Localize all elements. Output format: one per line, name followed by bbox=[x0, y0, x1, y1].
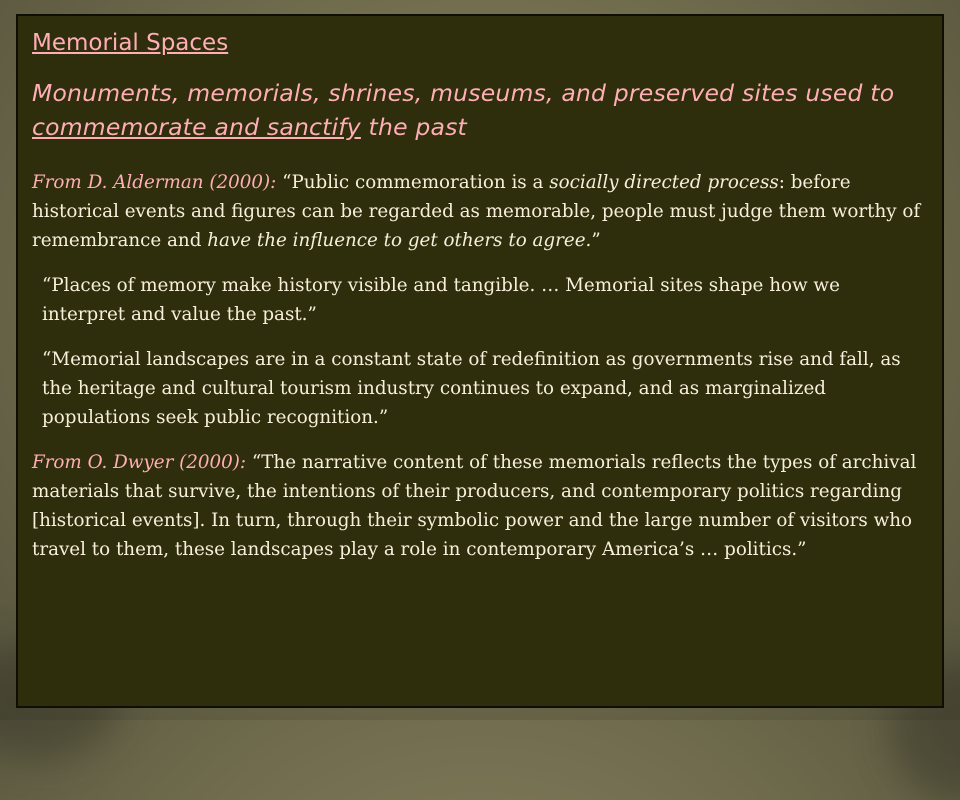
quote-text: : before historical events and figures can be regarded as memorable, people must judge them worthy of remembrance and bbox=[32, 171, 921, 251]
quote-text: ” bbox=[591, 229, 601, 251]
slide-title: Memorial Spaces bbox=[32, 30, 229, 56]
memorial-landscapes-quote: “Memorial landscapes are in a constant state of redefinition as governments rise and fall, as the heritage and cultural tourism industry continues to expand, and as marginalized populations seek public recognition.” bbox=[42, 348, 901, 428]
dwyer-attribution: From O. Dwyer (2000): bbox=[32, 451, 247, 473]
alderman-quote bbox=[32, 168, 926, 255]
slide-subtitle bbox=[32, 76, 926, 144]
subtitle-underlined-text: commemorate and sanctify bbox=[32, 112, 361, 141]
quote-emphasis: socially directed process bbox=[549, 171, 779, 193]
dwyer-quote bbox=[32, 448, 926, 564]
alderman-attribution: From D. Alderman (2000): bbox=[32, 171, 277, 193]
quote-text: “The narrative content of these memorials reflects the types of archival materials that survive, the intentions of their producers, and contemporary politics regarding [historical events]. In turn, through their symbolic power and the large number of visitors who travel to them, these landscapes play a role in contemporary America’s … politics.” bbox=[32, 451, 917, 560]
subtitle-text-end: the past bbox=[360, 112, 467, 141]
quote-emphasis: have the influence to get others to agree. bbox=[207, 229, 592, 251]
quote-text: “Public commemoration is a bbox=[276, 171, 550, 193]
slide-text-panel bbox=[16, 14, 944, 708]
places-of-memory-quote: “Places of memory make history visible and tangible. … Memorial sites shape how we interpret and value the past.” bbox=[42, 274, 840, 325]
subtitle-text: Monuments, memorials, shrines, museums, and preserved sites used to bbox=[32, 78, 895, 107]
